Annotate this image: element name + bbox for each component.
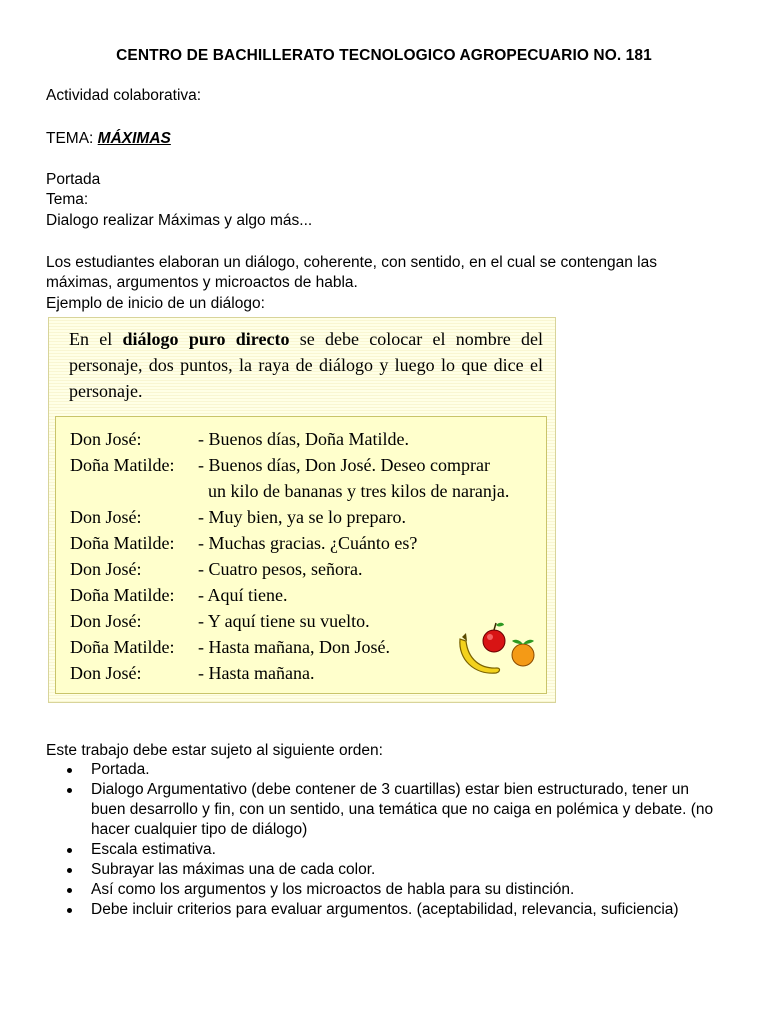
order-intro: Este trabajo debe estar sujeto al siguiente orden:	[46, 742, 383, 759]
dialog-speech: - Hasta mañana, Don José.	[198, 637, 390, 657]
bullet-icon	[67, 848, 72, 853]
dialogo-line: Dialogo realizar Máximas y algo más...	[46, 212, 313, 229]
dialog-speaker: Don José:	[70, 611, 142, 631]
list-item-text: Dialogo Argumentativo (debe contener de 3 cuartillas) estar bien estructurado, tener un buen desarrollo y fin, con un sentido, una temática que no caiga en polémica y debate. (no hacer cualquier tipo de diálogo)	[91, 781, 714, 838]
example-label: Ejemplo de inicio de un diálogo:	[46, 295, 265, 312]
tema-line	[46, 129, 171, 149]
dialog-speaker: Doña Matilde:	[70, 455, 175, 475]
tema-label: TEMA:	[46, 130, 98, 147]
list-item	[46, 840, 726, 860]
list-item	[46, 860, 726, 880]
fruit-illustration-icon	[456, 615, 542, 681]
bullet-icon	[67, 888, 72, 893]
dialog-speech: - Muy bien, ya se lo preparo.	[198, 507, 406, 527]
dialog-line	[70, 453, 490, 477]
dialog-speech: - Buenos días, Don José. Deseo comprar	[198, 455, 490, 475]
bullet-icon	[67, 868, 72, 873]
list-item	[46, 900, 726, 920]
list-item-text: Escala estimativa.	[91, 841, 216, 858]
dialog-line	[70, 635, 390, 659]
dialog-line	[70, 427, 409, 451]
list-item-text: Así como los argumentos y los microactos de habla para su distinción.	[91, 881, 575, 898]
bullet-icon	[67, 788, 72, 793]
dialog-line	[70, 557, 362, 581]
dialog-line	[70, 531, 417, 555]
list-item	[46, 760, 726, 780]
bullet-icon	[67, 768, 72, 773]
dialog-line	[70, 583, 287, 607]
dialog-continuation: un kilo de bananas y tres kilos de naranja.	[208, 481, 510, 501]
order-list	[46, 760, 726, 920]
dialog-speech: - Hasta mañana.	[198, 663, 315, 683]
dialog-speaker: Doña Matilde:	[70, 637, 175, 657]
description-paragraph: Los estudiantes elaboran un diálogo, coherente, con sentido, en el cual se contengan las máximas, argumentos y microactos de habla.	[46, 254, 657, 291]
document-heading: CENTRO DE BACHILLERATO TECNOLOGICO AGROPECUARIO NO. 181	[116, 47, 652, 64]
example-intro	[69, 326, 543, 404]
dialog-speaker: Doña Matilde:	[70, 585, 175, 605]
dialog-speaker: Doña Matilde:	[70, 533, 175, 553]
tema-field-line: Tema:	[46, 191, 89, 208]
dialog-line	[70, 661, 314, 685]
tema-title: MÁXIMAS	[97, 130, 171, 147]
dialog-line	[70, 505, 406, 529]
list-item	[46, 780, 726, 840]
list-item-text: Debe incluir criterios para evaluar argumentos. (aceptabilidad, relevancia, suficiencia)	[91, 901, 679, 918]
activity-label: Actividad colaborativa:	[46, 87, 202, 104]
dialog-speech: - Y aquí tiene su vuelto.	[198, 611, 370, 631]
dialog-speaker: Don José:	[70, 663, 142, 683]
dialog-line	[70, 609, 370, 633]
dialog-speech: - Buenos días, Doña Matilde.	[198, 429, 409, 449]
bullet-icon	[67, 908, 72, 913]
intro-before: En el	[69, 329, 123, 349]
intro-bold: diálogo puro directo	[122, 329, 290, 349]
dialog-speech: - Aquí tiene.	[198, 585, 288, 605]
dialog-speaker: Don José:	[70, 507, 142, 527]
portada-line: Portada	[46, 171, 101, 188]
list-item-text: Portada.	[91, 761, 150, 778]
dialog-speaker: Don José:	[70, 429, 142, 449]
dialog-example-image	[48, 317, 556, 703]
dialog-speech: - Cuatro pesos, señora.	[198, 559, 363, 579]
dialog-speaker: Don José:	[70, 559, 142, 579]
list-item-text: Subrayar las máximas una de cada color.	[91, 861, 376, 878]
dialog-box	[55, 416, 547, 694]
intro-after: se debe colocar el nombre del personaje, dos puntos, la raya de diálogo y luego lo que dice el personaje.	[69, 329, 543, 401]
dialog-speech: - Muchas gracias. ¿Cuánto es?	[198, 533, 418, 553]
list-item	[46, 880, 726, 900]
